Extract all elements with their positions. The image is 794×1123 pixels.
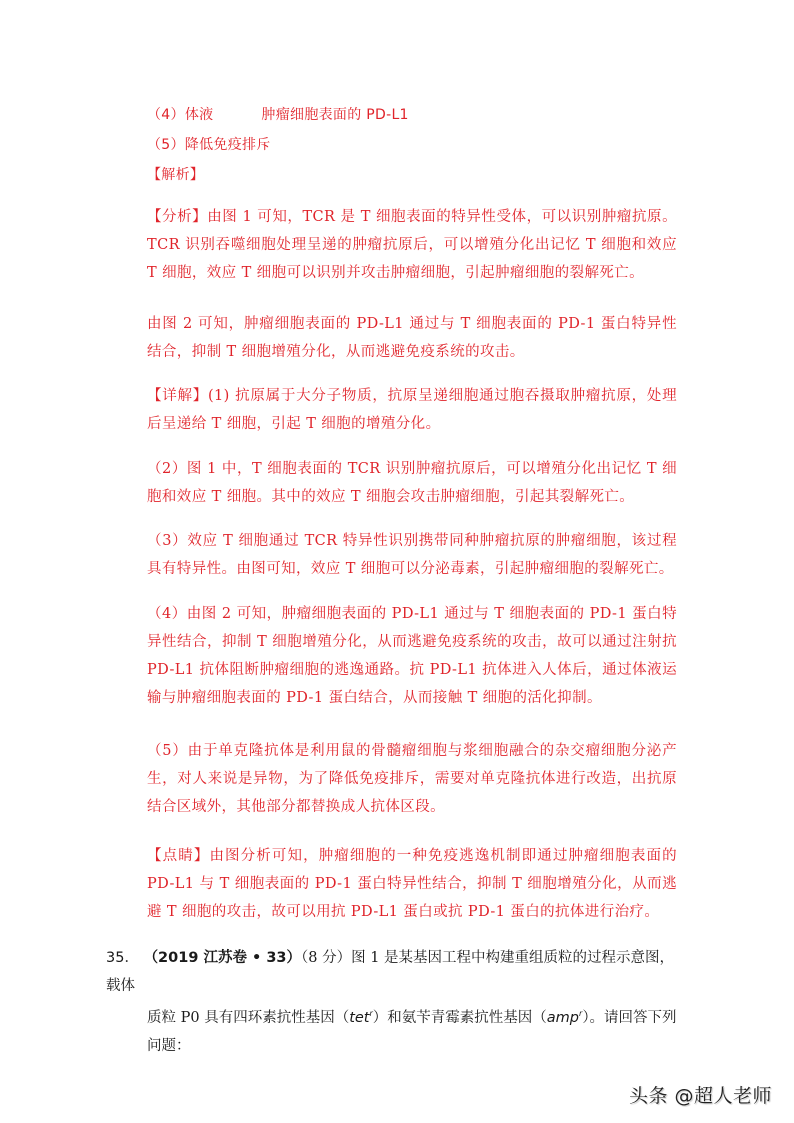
question-source: （2019 江苏卷 • 33）	[143, 950, 302, 966]
question-number: 35．	[106, 950, 139, 966]
comment-text: 由图分析可知，肿瘤细胞的一种免疫逃逸机制即通过肿瘤细胞表面的 PD-L1 与 T 细胞表面的 PD-1 蛋白特异性结合，抑制 T 细胞增殖分化，从而逃避 T 细胞的攻击，故可以用抗 PD-L1 蛋白或抗 PD-1 蛋白的抗体进行治疗。	[147, 848, 677, 920]
question-line-2	[106, 1000, 686, 1060]
detail-2: （2）图 1 中，T 细胞表面的 TCR 识别肿瘤抗原后，可以增殖分化出记忆 T 细胞和效应 T 细胞。其中的效应 T 细胞会攻击肿瘤细胞，引起其裂解死亡。	[147, 461, 677, 505]
question-35	[106, 944, 686, 1060]
answer-5: （5）降低免疫排斥	[147, 137, 271, 153]
gene-amp-superscript: r	[579, 1009, 583, 1018]
question-text-2c: ）。请回答下列问题：	[147, 1009, 677, 1054]
detail-4: （4）由图 2 可知，肿瘤细胞表面的 PD-L1 通过与 T 细胞表面的 PD-1 蛋白特异性结合，抑制 T 细胞增殖分化，从而逃避免疫系统的攻击，故可以通过注射抗 PD-L1 抗体阻断肿瘤细胞的逃逸通路。抗 PD-L1 抗体进入人体后，通过体液运输与肿瘤细胞表面的 PD-1 蛋白结合，从而接触 T 细胞的活化抑制。	[147, 606, 677, 706]
gene-amp: amp	[546, 1009, 580, 1026]
analysis-text-1: 由图 1 可知，TCR 是 T 细胞表面的特异性受体，可以识别肿瘤抗原。TCR 识别吞噬细胞处理呈递的肿瘤抗原后，可以增殖分化出记忆 T 细胞和效应 T 细胞，效应 T 细胞可以识别并攻击肿瘤细胞，引起肿瘤细胞的裂解死亡。	[147, 209, 677, 281]
answer-4-part1: 体液	[184, 107, 214, 123]
watermark: 头条 @超人老师	[629, 1085, 773, 1107]
analysis-tag: 【分析】	[147, 209, 208, 225]
gene-tet: tet	[349, 1009, 370, 1026]
comment-tag: 【点睛】	[147, 848, 210, 864]
analysis-paragraph-1	[147, 203, 677, 287]
comment-paragraph	[147, 842, 677, 926]
answer-4-part2: 肿瘤细胞表面的 PD-L1	[261, 107, 409, 123]
answer-4	[147, 104, 409, 124]
question-score: （8 分）	[301, 950, 352, 966]
question-text-2a: 质粒 P0 具有四环素抗性基因（	[147, 1009, 350, 1026]
detail-5: （5）由于单克隆抗体是利用鼠的骨髓瘤细胞与浆细胞融合的杂交瘤细胞分泌产生，对人来说是异物，为了降低免疫排斥，需要对单克隆抗体进行改造，出抗原结合区域外，其他部分都替换成人抗体区段。	[147, 743, 677, 815]
detail-tag: 【详解】	[147, 388, 208, 404]
detail-1-text: (1) 抗原属于大分子物质，抗原呈递细胞通过胞吞摄取肿瘤抗原，处理后呈递给 T 细胞，引起 T 细胞的增殖分化。	[147, 388, 677, 432]
detail-3: （3）效应 T 细胞通过 TCR 特异性识别携带同种肿瘤抗原的肿瘤细胞，该过程具有特异性。由图可知，效应 T 细胞可以分泌毒素，引起肿瘤细胞的裂解死亡。	[147, 533, 677, 577]
analysis-heading: 【解析】	[147, 167, 205, 183]
analysis-paragraph-2: 由图 2 可知，肿瘤细胞表面的 PD-L1 通过与 T 细胞表面的 PD-1 蛋白特异性结合，抑制 T 细胞增殖分化，从而逃避免疫系统的攻击。	[147, 316, 677, 360]
detail-1	[147, 382, 677, 438]
question-text-1: 图 1 是某基因工程中构建重组质粒的过程示意图，载体	[106, 950, 675, 994]
question-text-2b: ）和氨苄青霉素抗性基因（	[372, 1009, 547, 1026]
answer-4-number: （4）	[147, 107, 185, 123]
gene-tet-superscript: r	[369, 1009, 373, 1018]
